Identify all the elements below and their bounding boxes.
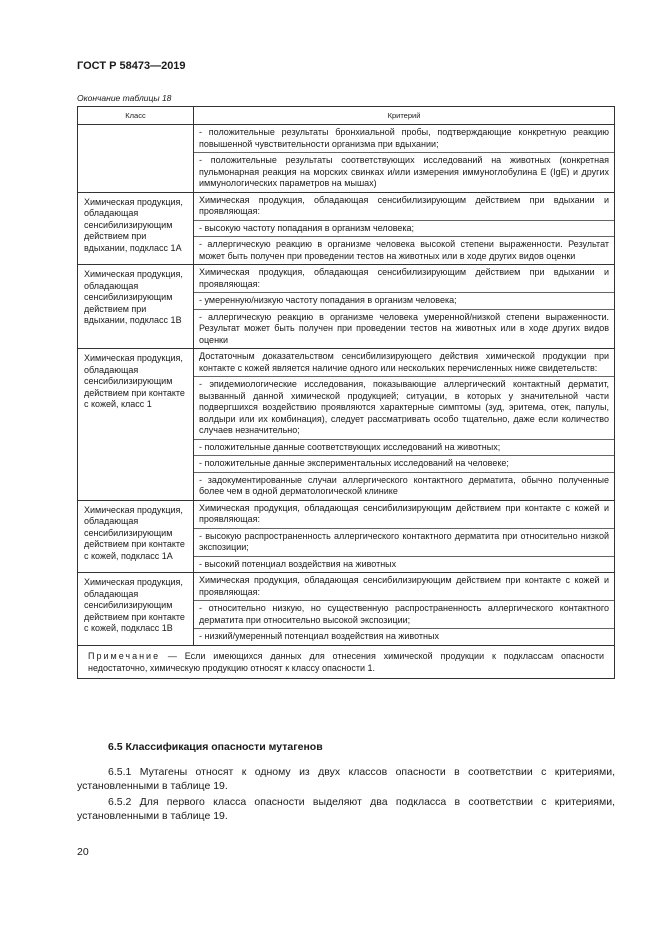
- criterion-item: - относительно низкую, но существенную распространенность аллергического контактного дерматита при относительно высокой экспозиции;: [194, 601, 614, 629]
- criterion-cell: [194, 125, 615, 193]
- table-header-row: [78, 107, 615, 125]
- column-header-criterion: Критерий: [194, 107, 615, 125]
- criterion-item: - аллергическую реакцию в организме человека умеренной/низкой степени выраженности. Результат может быть получен при проведении тестов на животных или в ходе других видов оценки: [199, 311, 609, 345]
- class-cell: Химическая продукция, обладающая сенсибилизирующим действием при контакте с кожей, подкласс 1В: [78, 573, 194, 646]
- criterion-cell: [194, 500, 615, 573]
- criteria-table: [77, 106, 615, 679]
- table-body: [78, 125, 615, 646]
- table-row: [78, 500, 615, 573]
- page-number: 20: [77, 846, 89, 858]
- criterion-item: Химическая продукция, обладающая сенсибилизирующим действием при контакте с кожей и проявляющая:: [194, 573, 614, 601]
- criterion-cell: [194, 573, 615, 646]
- class-cell: Химическая продукция, обладающая сенсибилизирующим действием при вдыхании, подкласс 1А: [78, 192, 194, 265]
- criterion-item: - аллергическую реакцию в организме человека высокой степени выраженности. Результат может быть получен при проведении тестов на животных или в ходе других видов оценки: [199, 239, 609, 261]
- criterion-cell: [194, 265, 615, 349]
- criterion-item: - эпидемиологические исследования, показывающие аллергический контактный дерматит, вызванный данной химической продукцией; ситуации, в которых у значительной части подвергшихся воздействию проявляются характерные симптомы (зуд, эритема, отек, папулы, волдыри или их комбинация), следует рассматривать особо тщательно, даже если количество случаев незначительно;: [194, 377, 614, 440]
- criterion-item: - высокую частоту попадания в организм человека;: [194, 221, 614, 238]
- criterion-item: - положительные результаты соответствующих исследований на животных (конкретная пульмонарная реакция на морских свинках и/или измерения иммуноглобулина E (IgE) и других иммунологических параметров на мышах): [199, 155, 609, 188]
- table-row: [78, 125, 615, 193]
- table-row: [78, 573, 615, 646]
- criterion-item: - положительные данные экспериментальных исследований на человеке;: [194, 456, 614, 473]
- table-row: [78, 192, 615, 265]
- criterion-item: Химическая продукция, обладающая сенсибилизирующим действием при вдыхании и проявляющая:: [194, 193, 614, 221]
- criterion-item: Химическая продукция, обладающая сенсибилизирующим действием при контакте с кожей и проявляющая:: [194, 501, 614, 529]
- section-title: 6.5 Классификация опасности мутагенов: [108, 741, 323, 753]
- table-row: [78, 265, 615, 349]
- table-note: [78, 645, 615, 678]
- class-cell: Химическая продукция, обладающая сенсибилизирующим действием при контакте с кожей, класс 1: [78, 349, 194, 501]
- document-header: ГОСТ Р 58473—2019: [77, 60, 186, 72]
- criterion-item: Достаточным доказательством сенсибилизирующего действия химической продукции при контакте с кожей является наличие одного или нескольких перечисленных ниже свидетельств:: [194, 349, 614, 377]
- class-cell: Химическая продукция, обладающая сенсибилизирующим действием при контакте с кожей, подкласс 1А: [78, 500, 194, 573]
- criterion-item: - умеренную/низкую частоту попадания в организм человека;: [194, 293, 614, 310]
- note-text: — Если имеющихся данных для отнесения химической продукции к подклассам опасности недостаточно, химическую продукцию относят к классу опасности 1.: [88, 650, 604, 673]
- criterion-cell: [194, 192, 615, 265]
- criterion-item: - низкий/умеренный потенциал воздействия на животных: [199, 631, 439, 641]
- table-caption: Окончание таблицы 18: [77, 93, 172, 103]
- criterion-item: Химическая продукция, обладающая сенсибилизирующим действием при вдыхании и проявляющая:: [194, 265, 614, 293]
- column-header-class: Класс: [78, 107, 194, 125]
- criterion-item: - задокументированные случаи аллергического контактного дерматита, обычно полученные более чем в одной дерматологической клинике: [199, 474, 609, 496]
- criterion-item: - высокий потенциал воздействия на животных: [199, 558, 397, 569]
- paragraph-6-5-2: 6.5.2 Для первого класса опасности выделяют два подкласса в соответствии с критериями, установленными в таблице 19.: [77, 796, 615, 822]
- criterion-item: - высокую распространенность аллергического контактного дерматита при относительно низкой экспозиции;: [194, 529, 614, 557]
- criterion-item: - положительные результаты бронхиальной пробы, подтверждающие конкретную реакцию повышенной чувствительности организма при вдыхании;: [194, 125, 614, 153]
- paragraph-6-5-1: 6.5.1 Мутагены относят к одному из двух классов опасности в соответствии с критериями, установленными в таблице 19.: [77, 766, 615, 792]
- table-note-row: [78, 645, 615, 678]
- criterion-item: - положительные данные соответствующих исследований на животных;: [194, 440, 614, 457]
- note-label: Примечание: [88, 650, 161, 661]
- class-cell: Химическая продукция, обладающая сенсибилизирующим действием при вдыхании, подкласс 1В: [78, 265, 194, 349]
- table-row: [78, 349, 615, 501]
- class-cell: [78, 125, 194, 193]
- criterion-cell: [194, 349, 615, 501]
